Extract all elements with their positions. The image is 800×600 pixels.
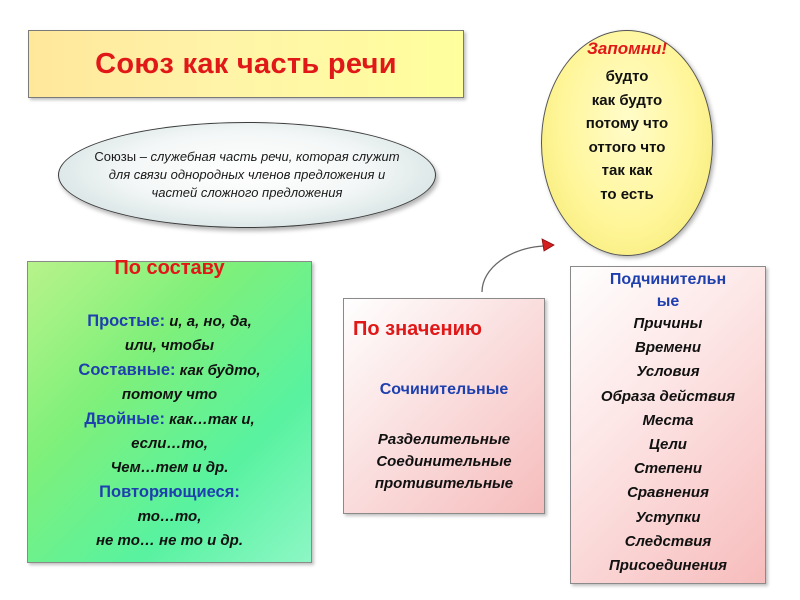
double-line3: Чем…тем и др. — [110, 459, 229, 476]
double-label: Двойные — [84, 410, 160, 428]
subordinating-item: Степени — [633, 460, 703, 478]
coordinating-list — [344, 429, 544, 495]
subordinating-item: Условия — [636, 363, 700, 381]
subordinating-title — [571, 269, 765, 313]
meaning-title: По значению — [353, 318, 482, 340]
simple-line1: и, а, но, да, — [169, 313, 252, 330]
compound-line1: как будто, — [179, 362, 261, 379]
title-box — [28, 30, 464, 98]
definition-ellipse — [58, 122, 436, 228]
remember-item: будто — [605, 68, 649, 85]
compound-row: Составные: как будто, — [78, 361, 261, 379]
subordinating-list — [571, 312, 765, 578]
subordinating-title-line2: ые — [656, 293, 680, 310]
subordinating-title-line1: Подчинительн — [609, 271, 727, 288]
composition-title: По составу — [114, 257, 225, 279]
compound-label: Составные — [78, 361, 170, 379]
composition-box — [27, 257, 312, 563]
remember-item: как будто — [591, 91, 663, 109]
coordinating-label: Сочинительные — [379, 381, 509, 398]
coordinating-item: Соединительные — [376, 453, 512, 470]
repeating-label: Повторяющиеся — [99, 483, 235, 501]
subordinating-item: Причины — [633, 315, 703, 332]
compound-line2: потому что — [121, 386, 218, 403]
meaning-box — [343, 298, 545, 514]
simple-label: Простые — [87, 312, 160, 330]
coordinating-item: противительные — [374, 475, 514, 492]
double-row: Двойные: как…так и, — [84, 410, 255, 428]
repeating-row: Повторяющиеся: — [99, 483, 240, 501]
double-line1: как…так и, — [169, 411, 255, 428]
remember-item: так как — [601, 162, 653, 179]
subordinating-item: Времени — [635, 339, 701, 357]
repeating-line1: то…то, — [137, 508, 202, 525]
definition-text — [87, 148, 407, 202]
remember-item: то есть — [600, 185, 654, 203]
subordinating-item: Сравнения — [627, 484, 709, 502]
page-title: Союз как часть речи — [95, 47, 397, 80]
coordinating-item: Разделительные — [377, 431, 511, 448]
subordinating-item: Уступки — [635, 508, 701, 526]
subordinating-box — [570, 266, 766, 584]
subordinating-item: Присоединения — [608, 557, 728, 575]
remember-list — [542, 65, 712, 206]
subordinating-item: Следствия — [624, 532, 712, 550]
subordinating-item: Цели — [649, 436, 687, 454]
definition-lead: Союзы — [94, 149, 137, 164]
subordinating-item: Места — [642, 411, 694, 429]
repeating-line2: не то… не то и др. — [95, 532, 243, 549]
remember-item: потому что — [585, 115, 669, 132]
remember-item: оттого что — [588, 138, 666, 156]
simple-row: Простые: и, а, но, да, — [87, 312, 252, 330]
definition-rest: – служебная часть речи, которая служит для связи однородных членов предложения и частей сложного предложения — [108, 149, 400, 200]
composition-lines — [28, 309, 311, 553]
simple-line2: или, чтобы — [124, 337, 215, 354]
subordinating-item: Образа действия — [600, 387, 736, 405]
curved-arrow-icon — [470, 230, 570, 300]
remember-title: Запомни! — [586, 39, 668, 58]
remember-ellipse — [541, 30, 713, 256]
double-line2: если…то, — [131, 435, 208, 452]
